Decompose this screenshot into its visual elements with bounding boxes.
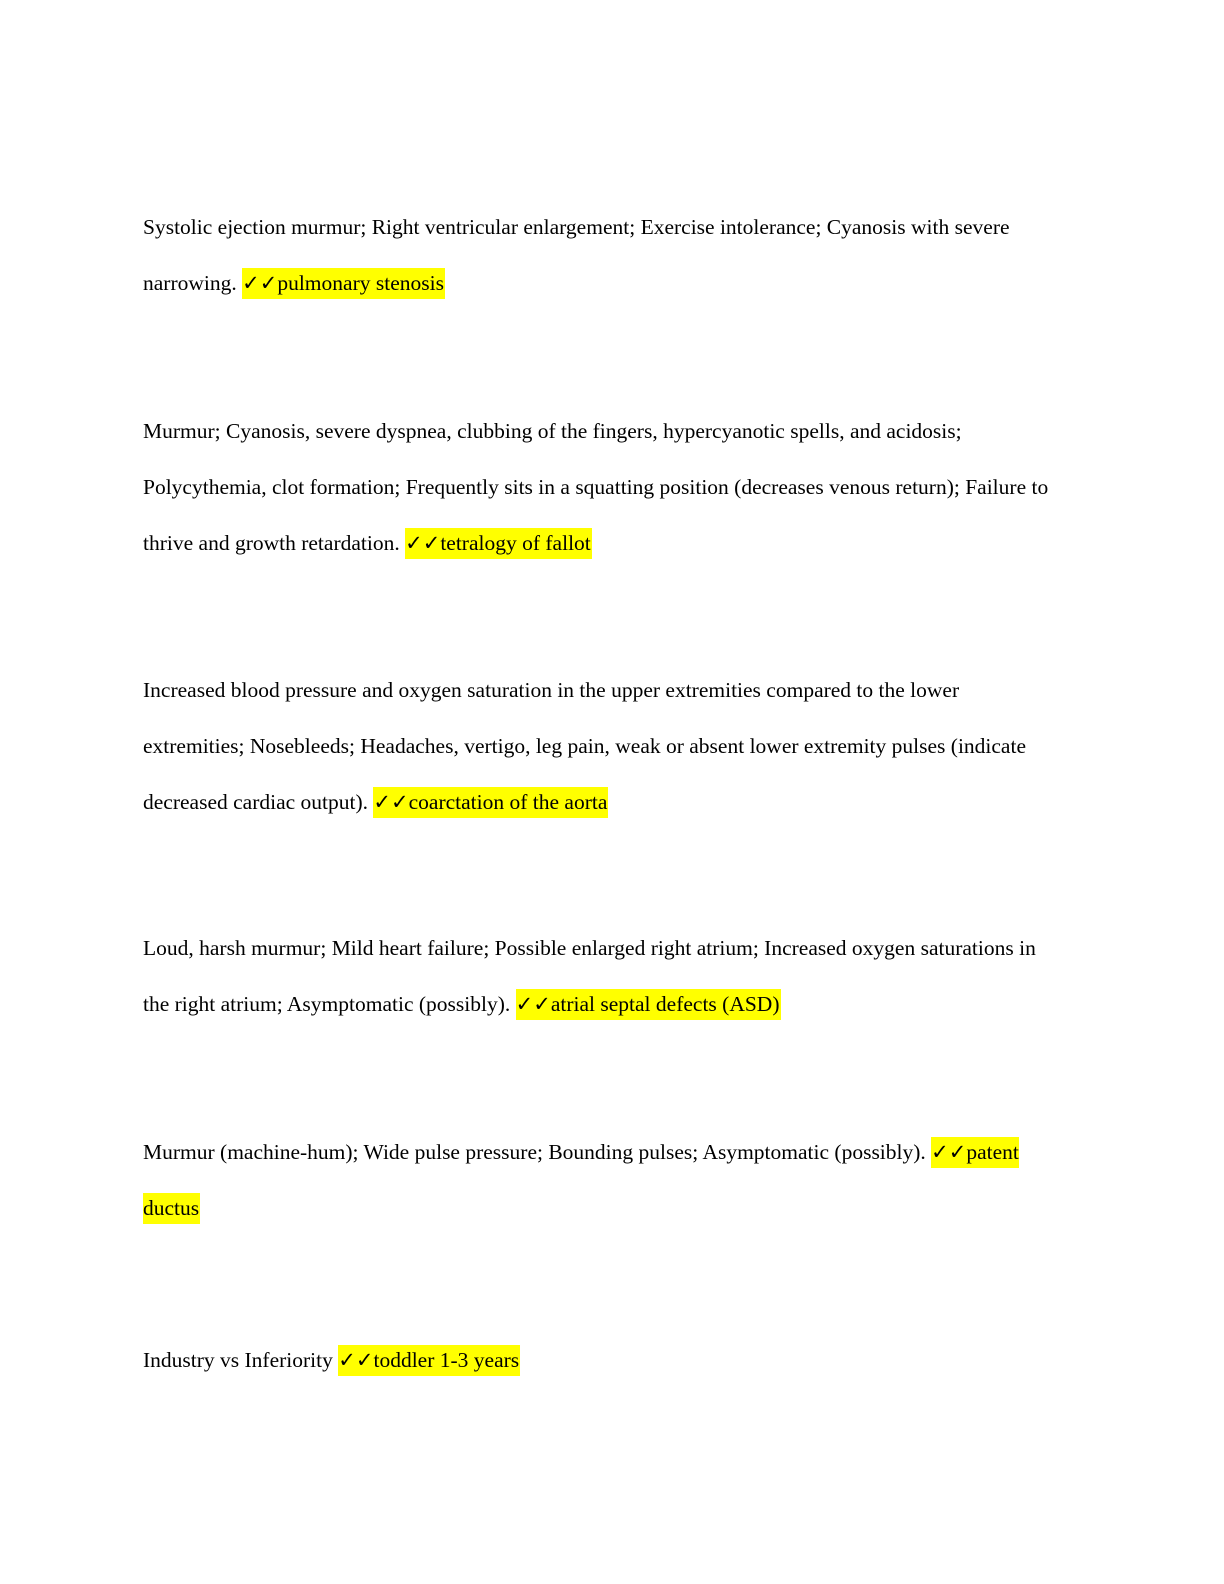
qa-item	[143, 199, 1063, 311]
answer-text: coarctation of the aorta	[408, 790, 608, 814]
qa-item	[143, 662, 1063, 830]
answer-text: toddler 1-3 years	[373, 1348, 520, 1372]
answer-highlight	[242, 268, 445, 299]
question-text: Murmur; Cyanosis, severe dyspnea, clubbing of the fingers, hypercyanotic spells, and acidosis; Polycythemia, clot formation; Frequently sits in a squatting position (decreases venous return); Failure to thrive and growth retardation.	[143, 419, 1049, 555]
answer-highlight	[405, 528, 592, 559]
answer-text: patent ductus	[143, 1140, 1019, 1220]
double-check-icon: ✓✓	[405, 531, 441, 555]
question-text: Industry vs Inferiority	[143, 1348, 333, 1372]
question-text: Murmur (machine-hum); Wide pulse pressure; Bounding pulses; Asymptomatic (possibly).	[143, 1140, 926, 1164]
answer-highlight	[373, 787, 608, 818]
question-text: Increased blood pressure and oxygen saturation in the upper extremities compared to the lower extremities; Nosebleeds; Headaches, vertigo, leg pain, weak or absent lower extremity pulses (indicate decreased cardiac output).	[143, 678, 1026, 814]
double-check-icon: ✓✓	[338, 1348, 374, 1372]
question-text: Loud, harsh murmur; Mild heart failure; Possible enlarged right atrium; Increased oxygen saturations in the right atrium; Asymptomatic (possibly).	[143, 936, 1036, 1016]
double-check-icon: ✓✓	[515, 992, 551, 1016]
answer-text: atrial septal defects (ASD)	[550, 992, 780, 1016]
qa-item	[143, 1124, 1063, 1236]
qa-item	[143, 1332, 1063, 1388]
double-check-icon: ✓✓	[242, 271, 278, 295]
qa-item	[143, 403, 1063, 571]
question-text: Systolic ejection murmur; Right ventricular enlargement; Exercise intolerance; Cyanosis with severe narrowing.	[143, 215, 1010, 295]
answer-highlight	[338, 1345, 520, 1376]
double-check-icon: ✓✓	[931, 1140, 967, 1164]
answer-text: tetralogy of fallot	[440, 531, 591, 555]
qa-item	[143, 920, 1063, 1032]
double-check-icon: ✓✓	[373, 790, 409, 814]
answer-text: pulmonary stenosis	[277, 271, 444, 295]
answer-highlight	[516, 989, 781, 1020]
